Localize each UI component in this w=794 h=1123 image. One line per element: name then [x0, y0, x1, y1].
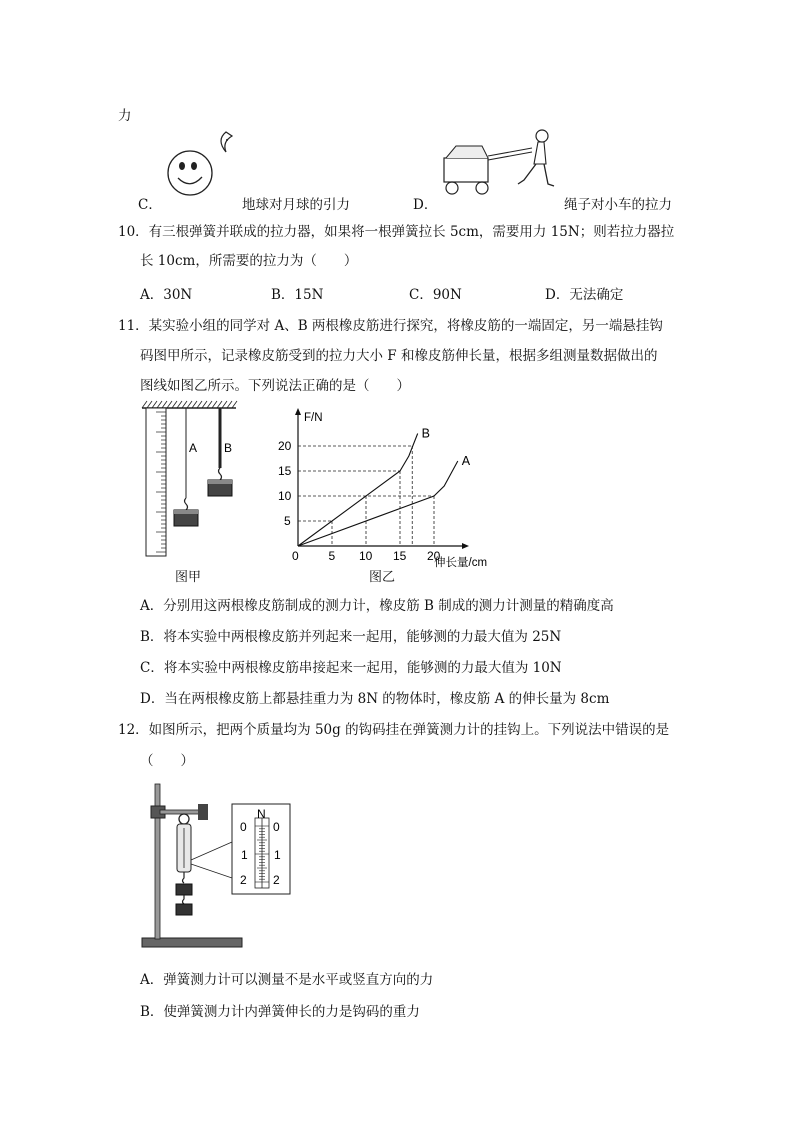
- ruler: [146, 408, 166, 556]
- q11-option-d: D．当在两根橡皮筋上都悬挂重力为 8N 的物体时，橡皮筋 A 的伸长量为 8cm: [140, 691, 610, 707]
- hatch-line: [142, 401, 147, 408]
- rope: [488, 148, 532, 156]
- hatch-line: [182, 401, 187, 408]
- boy-pulling-cart-figure: [438, 128, 558, 204]
- hook-weight-1: [176, 884, 192, 895]
- boy-head: [536, 130, 548, 142]
- hatch-line: [232, 401, 237, 408]
- q12-option-a: A．弹簧测力计可以测量不是水平或竖直方向的力: [140, 972, 434, 988]
- figure-yi-chart: [276, 406, 506, 568]
- q10-option-a: A．30N: [140, 287, 193, 303]
- cart-body: [444, 158, 488, 182]
- band-a-label: A: [189, 441, 198, 455]
- zoom-line: [191, 842, 232, 860]
- spring-scale-figure: [140, 778, 300, 953]
- x-tick-label: 15: [393, 549, 407, 563]
- y-tick-label: 10: [278, 489, 292, 503]
- q9-option-c-letter: C．: [138, 197, 162, 213]
- q12-option-b: B．使弹簧测力计内弹簧伸长的力是钩码的重力: [140, 1004, 420, 1020]
- q11-stem-line1: 11．某实验小组的同学对 A、B 两根橡皮筋进行探究，将橡皮筋的一端固定，另一端悬挂钩: [118, 318, 663, 334]
- hatch-line: [197, 401, 202, 408]
- q12-stem-line1: 12．如图所示，把两个质量均为 50g 的钩码挂在弹簧测力计的挂钩上。下列说法中错误的是: [118, 722, 670, 738]
- hatch-line: [207, 401, 212, 408]
- hatch-line: [147, 401, 152, 408]
- cart-wheel: [446, 182, 458, 194]
- hatch-line: [172, 401, 177, 408]
- ceiling-hatch: [142, 401, 237, 408]
- x-tick-label: 20: [427, 549, 441, 563]
- band-b-label: B: [224, 441, 233, 455]
- earth-eye-right: [191, 162, 197, 170]
- origin-label: 0: [292, 549, 299, 563]
- q9-option-d-text: 绳子对小车的拉力: [564, 197, 672, 213]
- y-tick-label: 15: [278, 464, 292, 478]
- q10-stem-line2: 长 10cm，所需要的拉力为（ ）: [140, 253, 358, 269]
- q9-option-d-letter: D．: [413, 197, 438, 213]
- hatch-line: [227, 401, 232, 408]
- dial-unit: N: [257, 807, 266, 821]
- dial-right-1: 1: [274, 848, 281, 862]
- figure-jia-caption: 图甲: [175, 570, 202, 585]
- dial-left-0: 0: [240, 820, 247, 834]
- stand-arm: [160, 810, 204, 814]
- q11-stem-line2: 码图甲所示，记录橡皮筋受到的拉力大小 F 和橡皮筋伸长量，根据多组测量数据做出的: [140, 348, 658, 364]
- q11-option-a: A．分别用这两根橡皮筋制成的测力计，橡皮筋 B 制成的测力计测量的精确度高: [140, 598, 614, 614]
- series-line-B: [298, 434, 418, 547]
- dial-right-2: 2: [273, 873, 280, 887]
- q10-option-d: D．无法确定: [545, 287, 624, 303]
- y-axis-arrow: [295, 408, 301, 415]
- q10-stem-line1: 10．有三根弹簧并联成的拉力器，如果将一根弹簧拉长 5cm，需要用力 15N；则若拉力器拉: [118, 224, 675, 240]
- q10-option-b: B．15N: [271, 287, 324, 303]
- hatch-line: [162, 401, 167, 408]
- hatch-line: [187, 401, 192, 408]
- series-label-A: A: [461, 454, 471, 468]
- x-tick-label: 10: [359, 549, 373, 563]
- hatch-line: [157, 401, 162, 408]
- q10-option-c: C．90N: [409, 287, 462, 303]
- hatch-line: [192, 401, 197, 408]
- q11-option-b: B．将本实验中两根橡皮筋并列起来一起用，能够测的力最大值为 25N: [140, 629, 562, 645]
- hatch-line: [212, 401, 217, 408]
- hatch-line: [177, 401, 182, 408]
- q11-option-c: C．将本实验中两根橡皮筋串接起来一起用，能够测的力最大值为 10N: [140, 660, 562, 676]
- x-tick-label: 5: [328, 549, 336, 563]
- y-tick-label: 20: [278, 439, 292, 453]
- earth-smile: [178, 177, 202, 184]
- hatch-line: [152, 401, 157, 408]
- q9-option-c-text: 地球对月球的引力: [242, 197, 350, 213]
- scale-ring: [179, 814, 189, 824]
- dial-left-2: 2: [240, 873, 247, 887]
- hook-weight-2: [176, 904, 192, 915]
- hatch-line: [222, 401, 227, 408]
- x-axis-arrow: [462, 543, 469, 549]
- x-axis-label: 伸长量/cm: [434, 557, 488, 569]
- earth-moon-figure: [160, 128, 240, 208]
- dial-right-0: 0: [273, 820, 280, 834]
- hatch-line: [167, 401, 172, 408]
- series-label-B: B: [421, 426, 431, 441]
- q12-stem-line2: （ ）: [140, 753, 194, 769]
- dial-left-1: 1: [241, 848, 248, 862]
- hatch-line: [217, 401, 222, 408]
- y-axis-label: F/N: [304, 412, 323, 424]
- figure-yi-caption: 图乙: [369, 570, 396, 585]
- y-tick-label: 5: [284, 514, 291, 528]
- earth-face: [168, 151, 212, 195]
- hatch-line: [202, 401, 207, 408]
- figure-jia: [140, 398, 250, 562]
- earth-eye-left: [179, 162, 185, 170]
- moon-crescent: [221, 132, 232, 152]
- q11-stem-line3: 图线如图乙所示。下列说法正确的是（ ）: [140, 378, 410, 394]
- prev-question-tail: 力: [118, 108, 132, 124]
